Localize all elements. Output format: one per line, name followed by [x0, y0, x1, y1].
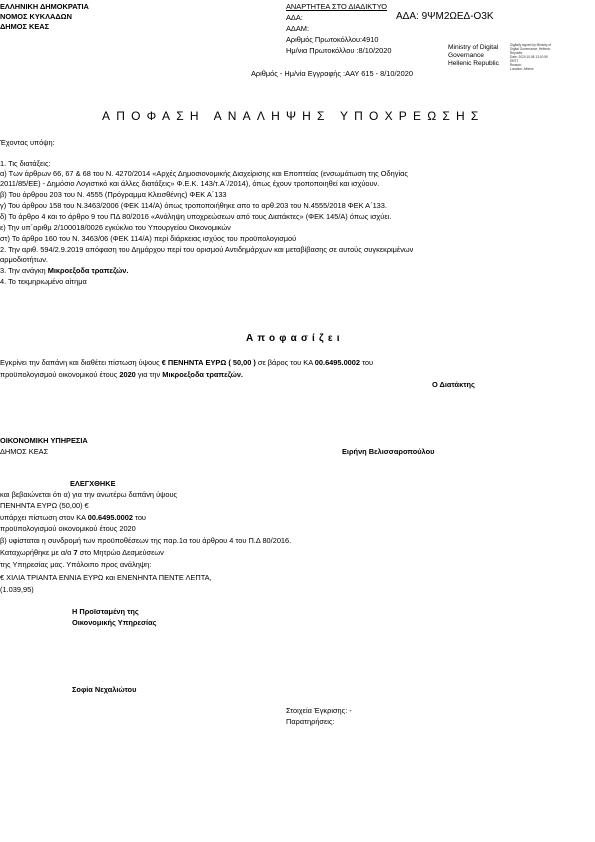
signature-detail: Republic — [510, 51, 523, 55]
certify-line: και βεβαιώνεται ότι α) για την ανωτέρω δαπάνη ύψους — [0, 490, 178, 499]
consideration-line: 2. Την αριθ. 594/2.9.2019 απόφαση του Δημάρχου περί του ορισμού Αντιδημάρχων και μεταβίβασης σε αυτούς συγκεκριμένων — [0, 245, 414, 254]
certify-amount: ΠΕΝΗΝΤΑ ΕΥΡΩ (50,00) € — [0, 501, 89, 510]
head-title-2: Οικονομικής Υπηρεσίας — [72, 618, 157, 627]
need-label: 3. Την ανάγκη — [0, 266, 48, 275]
decision-line-1 — [0, 358, 373, 367]
finance-dept: ΟΙΚΟΝΟΜΙΚΗ ΥΠΗΡΕΣΙΑ — [0, 436, 88, 445]
signature-detail: Digital Governance, Hellenic — [510, 47, 551, 51]
approval-info: Στοιχεία Έγκρισης: - — [286, 706, 352, 715]
signature-detail: Reason: — [510, 63, 522, 67]
ada-value: ΑΔΑ: 9ΨΜ2ΩΕΔ-Ο3Κ — [396, 11, 494, 22]
budget-year: προϋπολογισμού οικονομικού έτους 2020 — [0, 524, 136, 533]
consideration-line: γ) Του άρθρου 158 του Ν.3463/2006 (ΦΕΚ 114/Α) όπως τροποποιήθηκε απο το αρθ.203 του Ν.4555/2018 ΦΕΚ Α΄133. — [0, 201, 387, 210]
protocol-number: Αριθμός Πρωτοκόλλου:4910 — [286, 35, 379, 44]
consideration-line: στ) Το άρθρο 160 του Ν. 3463/06 (ΦΕΚ 114/Α) περί διάρκειας ισχύος του προϋπολογισμού — [0, 234, 297, 243]
remaining-words: € ΧΙΛΙΑ ΤΡΙΑΝΤΑ ΕΝΝΙΑ ΕΥΡΩ και ΕΝΕΝΗΝΤΑ ΠΕΝΤΕ ΛΕΠΤΑ, — [0, 573, 212, 582]
conditions-line: β) υφίσταται η συνδρομή των προϋποθέσεων της παρ.1α του άρθρου 4 του Π.Δ 80/2016. — [0, 536, 292, 545]
authorizer-role: Ο Διατάκτης — [432, 380, 475, 389]
credit-ka: 00.6495.0002 — [87, 513, 133, 522]
decision-text: Εγκρίνει την δαπάνη και διαθέτει πίστωση ύψους — [0, 358, 162, 367]
consideration-line: 1. Τις διατάξεις: — [0, 159, 51, 168]
registered-text: στο Μητρώο Δεσμεύσεων — [77, 548, 164, 557]
signature-detail: Digitally signed by Ministry of — [510, 43, 552, 47]
org-country: ΕΛΛΗΝΙΚΗ ΔΗΜΟΚΡΑΤΙΑ — [0, 2, 89, 11]
decides-heading: Αποφασίζει — [246, 333, 344, 344]
adam-label: ΑΔΑΜ: — [286, 24, 310, 33]
head-title-1: Η Προϊσταμένη της — [72, 607, 139, 616]
decision-text: του — [360, 358, 374, 367]
registered-text: Καταχωρήθηκε με α/α — [0, 548, 74, 557]
decision-item: Μικροεξοδα τραπεζών. — [162, 370, 243, 379]
decision-text: σε βάρος του ΚΑ — [255, 358, 315, 367]
consideration-need — [0, 266, 128, 275]
credit-text: του — [132, 513, 146, 522]
head-name: Σοφία Νεχαλιώτου — [72, 685, 137, 694]
decision-amount: € ΠΕΝΗΝΤΑ ΕΥΡΩ ( 50,00 ) — [161, 358, 256, 367]
signature-issuer-1: Ministry of Digital — [448, 44, 499, 51]
consideration-line: δ) Το άρθρο 4 και το άρθρο 9 του ΠΔ 80/2016 «Ανάληψη υποχρεώσεων από τους Διατάκτες» (ΦΕΚ 145/Α) όπως ισχύει. — [0, 212, 392, 221]
signature-detail: Date: 2020.10.08 13:10:59 — [510, 55, 548, 59]
need-item: Μικροεξοδα τραπεζών. — [47, 266, 129, 275]
signature-issuer-3: Hellenic Republic — [448, 60, 499, 67]
consideration-line: α) Των άρθρων 66, 67 & 68 του Ν. 4270/2014 «Αρχές Δημοσιονομικής Διαχείρισης και Εποπτείας (ενσωμάτωση της Οδηγίας — [0, 169, 408, 178]
signature-detail: EEST — [510, 59, 519, 63]
remarks-label: Παρατηρήσεις: — [286, 717, 335, 726]
remaining-number: (1.039,95) — [0, 585, 34, 594]
consideration-line: 2011/85/ΕΕ) - Δημόσιο Λογιστικό και άλλες διατάξεις» Φ.Ε.Κ. 143/τ.Α΄/2014), όπως έχουν τροποποιηθεί και ισχύουν. — [0, 179, 380, 188]
intro-text: Έχοντας υπόψη: — [0, 138, 55, 147]
consideration-line: β) Του άρθρου 203 του Ν. 4555 (Πρόγραμμα Κλεισθένης) ΦΕΚ Α΄133 — [0, 190, 227, 199]
protocol-date: Ημ/νια Πρωτοκόλλου :8/10/2020 — [286, 46, 392, 55]
remaining-line: της Υπηρεσίας μας. Υπόλοιπο προς ανάληψη: — [0, 560, 152, 569]
checked-heading: ΕΛΕΓΧΘΗΚΕ — [70, 479, 116, 488]
decision-year: 2020 — [119, 370, 136, 379]
consideration-line: ε) Την υπ΄αριθμ 2/100018/0026 εγκύκλιο του Υπουργείου Οικονομικών — [0, 223, 231, 232]
authorizer-name: Ειρήνη Βελισσαροπούλου — [342, 447, 435, 456]
signature-detail: Location: Athens — [510, 67, 534, 71]
decision-ka: 00.6495.0002 — [314, 358, 361, 367]
registry-number: Αριθμός - Ημ/νία Εγγραφής :ΑΑΥ 615 - 8/10/2020 — [251, 69, 414, 78]
decision-line-2 — [0, 370, 243, 379]
document-title: ΑΠΟΦΑΣΗ ΑΝΑΛΗΨΗΣ ΥΠΟΧΡΕΩΣΗΣ — [102, 109, 485, 123]
decision-text: προϋπολογισμού οικονομικού έτους — [0, 370, 120, 379]
consideration-line: 4. Το τεκμηριωμένο αίτημα — [0, 277, 87, 286]
posted-online-label: ΑΝΑΡΤΗΤΕΑ ΣΤΟ ΔΙΑΔΙΚΤΥΟ — [286, 2, 387, 11]
consideration-line: αρμοδιοτήτων. — [0, 255, 48, 264]
credit-line — [0, 513, 146, 522]
org-municipality: ΔΗΜΟΣ ΚΕΑΣ — [0, 22, 50, 31]
finance-municipality: ΔΗΜΟΣ ΚΕΑΣ — [0, 447, 49, 456]
credit-text: υπάρχει πίστωση στον ΚΑ — [0, 513, 88, 522]
signature-issuer-2: Governance — [448, 52, 484, 59]
org-prefecture: ΝΟΜΟΣ ΚΥΚΛΑΔΩΝ — [0, 12, 72, 21]
decision-text: για την — [135, 370, 163, 379]
registered-number: 7 — [73, 548, 78, 557]
ada-label: ΑΔΑ: — [286, 13, 303, 22]
registered-line — [0, 548, 164, 557]
